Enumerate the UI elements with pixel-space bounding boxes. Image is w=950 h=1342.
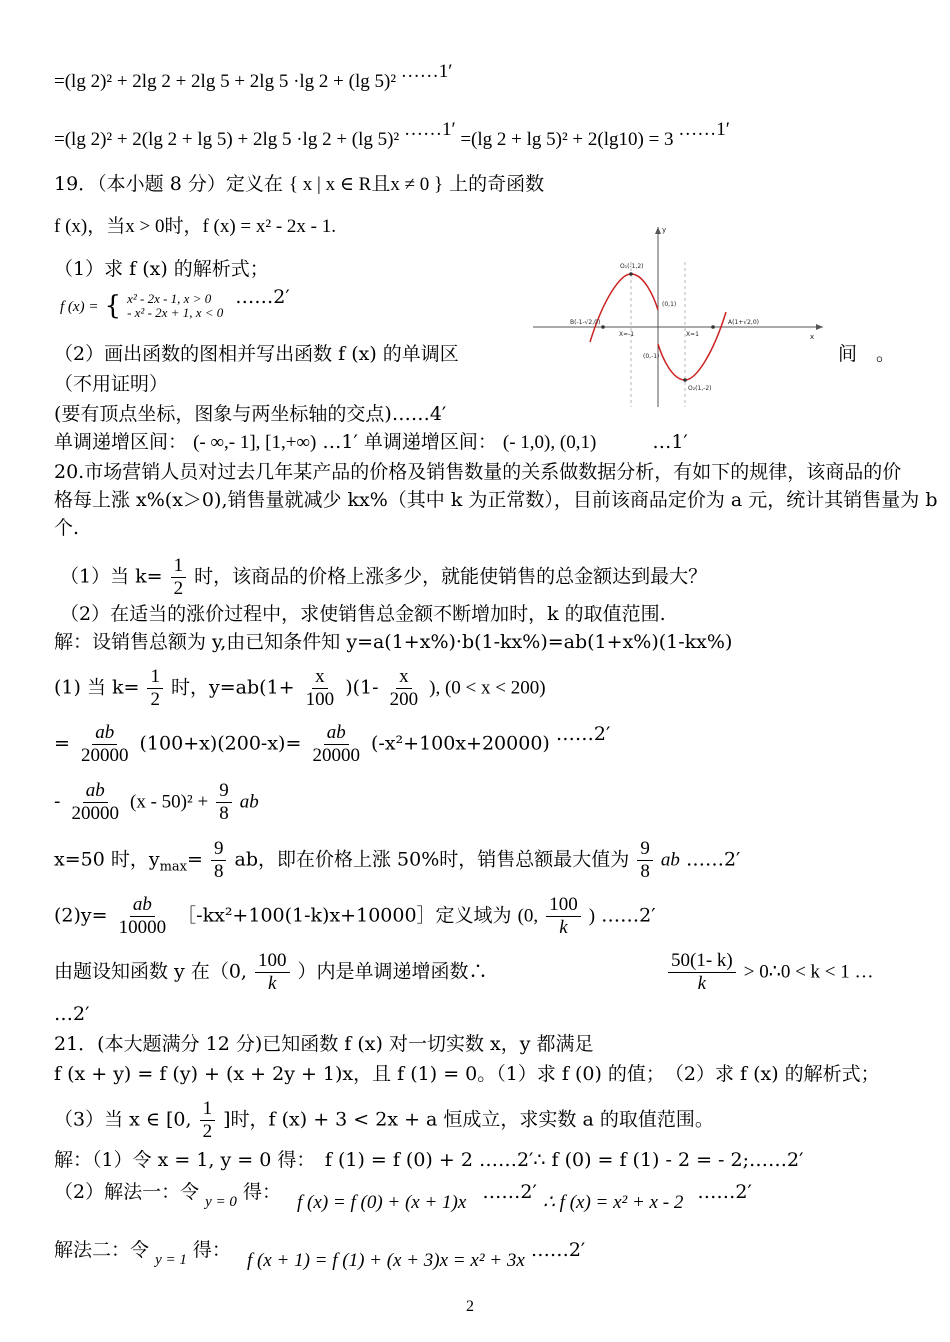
q19-inc-score: …1′: [322, 431, 358, 453]
q21-s2-result: ∴ f (x) = x² + x - 2: [542, 1192, 684, 1213]
frac-den: k: [268, 973, 277, 994]
q21-s3-get: 得：: [192, 1239, 231, 1261]
s5-close: ): [588, 905, 596, 927]
frac-num: 100: [546, 894, 581, 917]
s3-minus: -: [54, 790, 61, 813]
frac-den: 10000: [118, 917, 167, 938]
s6-mid: ）内是单调递增函数∴: [297, 960, 488, 983]
q19-heading: [54, 172, 544, 197]
q19-case-2: - x² - 2x + 1, x < 0: [127, 305, 224, 320]
score-1: ……1′: [400, 61, 453, 82]
vertex-o1: [629, 272, 633, 276]
q19-part2-tail: 间 。: [838, 343, 896, 365]
s4-max-sub: max: [159, 859, 188, 875]
s4-mid: ab，即在价格上涨 50%时，销售总额最大值为: [234, 848, 630, 871]
q19-fx-label: f (x) =: [60, 299, 99, 315]
point-a: [711, 325, 715, 329]
frac-den: 20000: [80, 745, 129, 766]
frac-num: 1: [147, 666, 163, 689]
point-b: [601, 325, 605, 329]
s1-mid2: )(1-: [345, 676, 379, 699]
q19-domain-set: { x | x ∈ R且x ≠ 0 }: [288, 174, 444, 195]
expr-line-2: [54, 119, 730, 152]
expr-2b: =(lg 2 + lg 5)² + 2(lg10) = 3: [460, 129, 674, 150]
frac-den: k: [697, 973, 707, 994]
s5-prefix: (2)y=: [54, 904, 108, 927]
curve-right: [658, 312, 726, 380]
fraction-ab-20000-b: [309, 722, 363, 767]
frac-num: 9: [211, 838, 227, 861]
q19-dec-intervals: (- 1,0), (0,1): [502, 432, 597, 453]
fraction-one-half-c: [200, 1098, 216, 1143]
q21-s2-y: y = 0: [205, 1194, 237, 1210]
q20-step-3: [54, 780, 259, 825]
q19-part2: （2）画出函数的图相并写出函数 f (x) 的单调区: [54, 343, 459, 365]
x-axis-arrow-icon: [816, 324, 823, 330]
fraction-ab-20000-c: [68, 780, 122, 825]
q19-part2-note: （不用证明）: [54, 373, 169, 395]
function-graph: [528, 222, 828, 412]
q21-s3-eq: f (x + 1) = f (1) + (x + 3)x = x² + 3x: [246, 1250, 525, 1271]
label-x-minus-1: X=-1: [619, 331, 635, 338]
q21-s2-eq: f (x) = f (0) + (x + 1)x: [297, 1192, 467, 1213]
frac-den: k: [559, 917, 568, 938]
s2-tail: (-x²+100x+20000): [370, 732, 550, 755]
score-2b: ……1′: [678, 119, 730, 140]
q20-step-6-right: [666, 950, 874, 995]
q21-solution-2: [54, 1180, 752, 1213]
q19-inc-label: 单调递增区间：: [54, 431, 188, 453]
q19-tail: 上的奇函数: [449, 173, 545, 195]
label-y-axis: y: [662, 226, 667, 234]
q19-part1: （1）求 f (x) 的解析式；: [54, 258, 269, 280]
q19-monotonic: [54, 430, 688, 455]
q20-step-1: [54, 666, 546, 711]
q19-part1-score: ……2′: [235, 286, 290, 308]
fraction-one-half: [171, 555, 187, 600]
s1-mid: 时，y=ab(1+: [171, 676, 295, 699]
q19-piecewise: [60, 286, 290, 321]
s6-prefix: 由题设知函数 y 在（0,: [54, 960, 247, 983]
expr-2: =(lg 2)² + 2(lg 2 + lg 5) + 2lg 5 ·lg 2 + (lg 5)²: [54, 129, 400, 150]
q21-stem-line-1: 21．(本大题满分 12 分)已知函数 f (x) 对一切实数 x，y 都满足: [54, 1033, 594, 1055]
q21-s3-prefix: 解法二：令: [54, 1239, 150, 1261]
s6-ineq: > 0∴0 < k < 1 …: [743, 961, 874, 983]
q19-condition: f (x)，当x > 0时，f (x) = x² - 2x - 1.: [54, 216, 336, 237]
label-b: B(-1-√2,0): [570, 319, 601, 326]
brace-icon: {: [104, 291, 122, 321]
frac-num: ab: [83, 780, 108, 803]
s4-score: ……2′: [685, 848, 741, 871]
frac-den: 8: [219, 803, 229, 824]
fraction-9-8-b: [211, 838, 227, 883]
s2-eq: =: [54, 732, 70, 755]
fraction-one-half-b: [147, 666, 163, 711]
q21-part3: [54, 1098, 714, 1143]
q21-p3-prefix: （3）当 x ∈ [0,: [54, 1108, 192, 1131]
q19-requirement: (要有顶点坐标，图象与两坐标轴的交点)……4′: [54, 403, 447, 425]
label-o2: O₂(1,-2): [688, 385, 712, 392]
s5-open: (0,: [517, 905, 539, 927]
s4-eq: =: [187, 848, 203, 871]
label-a: A(1+√2,0): [728, 319, 759, 326]
s4-prefix: x=50 时，y: [54, 848, 160, 871]
label-p1: (0,1): [662, 301, 677, 308]
label-x-1: X=1: [686, 331, 699, 338]
frac-den: 8: [213, 861, 224, 882]
page-number: 2: [466, 1298, 474, 1315]
q20-solution-intro: 解：设销售总额为 y,由已知条件知 y=a(1+x%)·b(1-kx%)=ab(1+x%)(1-kx%): [54, 631, 733, 653]
frac-num: ab: [324, 722, 349, 745]
frac-num: ab: [130, 894, 155, 917]
s2-score: ……2′: [555, 722, 611, 745]
vertex-o2: [683, 378, 687, 382]
fraction-100-k: [546, 894, 581, 939]
fraction-x-200: [387, 666, 422, 711]
frac-num: 9: [216, 780, 232, 803]
frac-num: 1: [171, 555, 187, 578]
q19-dec-label: 单调递增区间：: [363, 431, 497, 453]
q20-p1-suffix: 时，该商品的价格上涨多少，就能使销售的总金额达到最大？: [194, 565, 708, 588]
q21-p3-suffix: ]时，f (x) + 3 < 2x + a 恒成立，求实数 a 的取值范围。: [223, 1108, 714, 1131]
s1-prefix: (1) 当 k=: [54, 676, 140, 699]
q20-part2: （2）在适当的涨价过程中，求使销售总金额不断增加时，k 的取值范围.: [60, 603, 666, 625]
q21-s2-prefix: （2）解法一：令: [54, 1181, 200, 1203]
q19-inc-intervals: (- ∞,- 1], [1,+∞): [193, 432, 317, 453]
q20-stem-line-3: 个.: [54, 517, 80, 539]
frac-den: 100: [305, 689, 335, 710]
fraction-9-8-c: [637, 838, 653, 883]
q19-cases: [127, 292, 223, 320]
q20-p1-prefix: （1）当 k=: [60, 565, 163, 588]
q21-solution-3: [54, 1238, 586, 1271]
frac-den: 20000: [71, 803, 119, 824]
y-axis-arrow-icon: [655, 227, 661, 234]
s3-mid: (x - 50)² +: [130, 791, 209, 813]
q20-stem-line-2: 格每上涨 x%(x＞0),销售量就减少 kx%（其中 k 为正常数），目前该商品定价为 a 元，统计其销售量为 b: [54, 489, 938, 511]
fraction-x-100: [303, 666, 338, 711]
frac-num: 50(1- k): [668, 950, 736, 973]
s1-suffix: ), (0 < x < 200): [429, 677, 546, 699]
fraction-9-8: [216, 780, 232, 825]
frac-den: 200: [389, 689, 419, 710]
q21-s2-get: 得：: [242, 1181, 281, 1203]
q21-s3-score: ……2′: [530, 1239, 586, 1261]
frac-num: 1: [200, 1098, 216, 1121]
fraction-50-1-k: [668, 950, 736, 995]
q19-head: 19．（本小题 8 分）定义在: [54, 173, 283, 195]
expr-line-1: [54, 61, 453, 94]
score-2: ……1′: [403, 119, 456, 140]
q20-step-4: [54, 838, 740, 883]
label-p2: (0,-1): [643, 353, 660, 360]
fraction-ab-20000: [78, 722, 132, 767]
q20-part1: [60, 555, 707, 600]
expr-1: =(lg 2)² + 2lg 2 + 2lg 5 + 2lg 5 ·lg 2 + (lg 5)²: [54, 71, 397, 92]
frac-num: x: [396, 666, 412, 689]
q20-step-6-score: …2′: [54, 1003, 90, 1025]
q21-s3-y: y = 1: [155, 1252, 187, 1268]
q19-case-1: x² - 2x - 1, x > 0: [127, 291, 212, 306]
s5-score: ……2′: [601, 904, 656, 927]
q20-step-5: [54, 894, 656, 939]
s2-mid: (100+x)(200-x)=: [139, 732, 302, 755]
q20-step-2: [54, 722, 610, 767]
q21-solution-1: 解：（1）令 x = 1, y = 0 得： f (1) = f (0) + 2 ……2′∴ f (0) = f (1) - 2 = - 2;……2′: [54, 1149, 804, 1171]
q21-s2-score2: ……2′: [697, 1181, 752, 1203]
frac-den: 2: [150, 689, 160, 710]
fraction-ab-10000: [116, 894, 170, 939]
frac-num: 9: [637, 838, 653, 861]
frac-num: x: [312, 666, 328, 689]
s5-mid: ［-kx²+100(1-k)x+10000］定义域为: [177, 904, 512, 927]
frac-num: 100: [255, 950, 290, 973]
q19-dec-score: …1′: [652, 431, 688, 453]
fraction-100-k-b: [255, 950, 290, 995]
q20-stem-line-1: 20.市场营销人员对过去几年某产品的价格及销售数量的关系做数据分析，有如下的规律，该商品的价: [54, 461, 902, 483]
frac-num: ab: [92, 722, 117, 745]
s3-ab: ab: [239, 791, 259, 813]
frac-den: 8: [640, 861, 650, 882]
label-o1: O₁(-1,2): [620, 263, 644, 270]
label-x-axis: x: [810, 333, 815, 341]
q20-step-6: [54, 950, 488, 995]
frac-den: 20000: [312, 745, 360, 766]
q21-s2-score: ……2′: [482, 1181, 537, 1203]
q21-stem-line-2: f (x + y) = f (y) + (x + 2y + 1)x，且 f (1) = 0。（1）求 f (0) 的值； （2）求 f (x) 的解析式；: [54, 1063, 880, 1085]
s4-ab: ab: [660, 849, 680, 871]
frac-den: 2: [173, 578, 184, 599]
frac-den: 2: [202, 1121, 213, 1142]
